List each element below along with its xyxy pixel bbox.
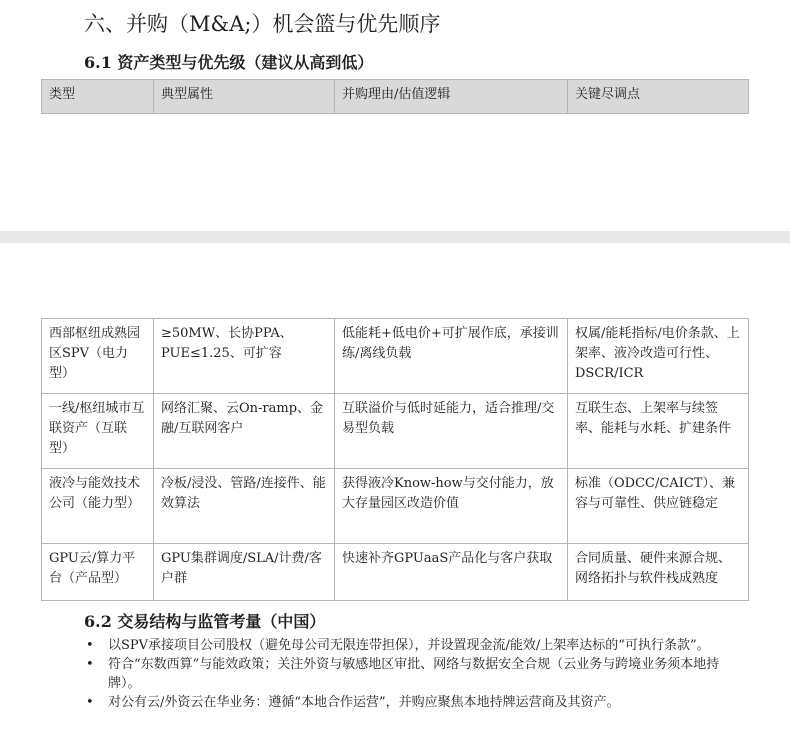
header-attributes: 典型属性 (154, 80, 335, 114)
table-row (42, 469, 749, 544)
subsection-title-asset-types: 6.1 资产类型与优先级（建议从高到低） (84, 53, 374, 72)
cell-due-diligence: 互联生态、上架率与续签率、能耗与水耗、扩建条件 (568, 394, 749, 469)
bullet-icon: • (86, 657, 94, 672)
cell-type: 液冷与能效技术公司（能力型） (42, 469, 154, 544)
bullet-icon: • (86, 638, 94, 653)
cell-type: 西部枢纽成熟园区SPV（电力型） (42, 319, 154, 394)
cell-rationale: 获得液冷Know-how与交付能力，放大存量园区改造价值 (335, 469, 568, 544)
list-item (84, 693, 724, 712)
table-row (42, 544, 749, 601)
section-title: 六、并购（M&A;）机会篮与优先顺序 (84, 12, 441, 36)
list-item (84, 636, 724, 655)
cell-due-diligence: 标准（ODCC/CAICT）、兼容与可靠性、供应链稳定 (568, 469, 749, 544)
table-header-row (42, 80, 749, 114)
bullet-icon: • (86, 695, 94, 710)
bullet-list (84, 636, 724, 712)
asset-table-header (41, 79, 749, 114)
asset-table-body (41, 318, 749, 601)
cell-type: GPU云/算力平台（产品型） (42, 544, 154, 601)
list-item-text: 以SPV承接项目公司股权（避免母公司无限连带担保），并设置现金流/能效/上架率达标的“可执行条款”。 (108, 638, 710, 653)
header-rationale: 并购理由/估值逻辑 (335, 80, 568, 114)
header-due-diligence: 关键尽调点 (568, 80, 749, 114)
page-break (0, 231, 790, 243)
cell-attributes: GPU集群调度/SLA/计费/客户群 (154, 544, 335, 601)
list-item-text: 对公有云/外资云在华业务：遵循“本地合作运营”，并购应聚焦本地持牌运营商及其资产。 (108, 695, 620, 710)
cell-type: 一线/枢纽城市互联资产（互联型） (42, 394, 154, 469)
table-row (42, 394, 749, 469)
cell-rationale: 快速补齐GPUaaS产品化与客户获取 (335, 544, 568, 601)
header-type: 类型 (42, 80, 154, 114)
cell-attributes: 冷板/浸没、管路/连接件、能效算法 (154, 469, 335, 544)
table-row (42, 319, 749, 394)
cell-rationale: 低能耗+低电价+可扩展作底，承接训练/离线负载 (335, 319, 568, 394)
list-item (84, 655, 724, 693)
cell-rationale: 互联溢价与低时延能力，适合推理/交易型负载 (335, 394, 568, 469)
cell-due-diligence: 合同质量、硬件来源合规、网络拓扑与软件栈成熟度 (568, 544, 749, 601)
cell-attributes: 网络汇聚、云On-ramp、金融/互联网客户 (154, 394, 335, 469)
cell-due-diligence: 权属/能耗指标/电价条款、上架率、液冷改造可行性、DSCR/ICR (568, 319, 749, 394)
list-item-text: 符合“东数西算”与能效政策；关注外资与敏感地区审批、网络与数据安全合规（云业务与跨境业务须本地持牌）。 (108, 657, 720, 691)
cell-attributes: ≥50MW、长协PPA、PUE≤1.25、可扩容 (154, 319, 335, 394)
subsection-title-deal-structure: 6.2 交易结构与监管考量（中国） (84, 612, 326, 631)
